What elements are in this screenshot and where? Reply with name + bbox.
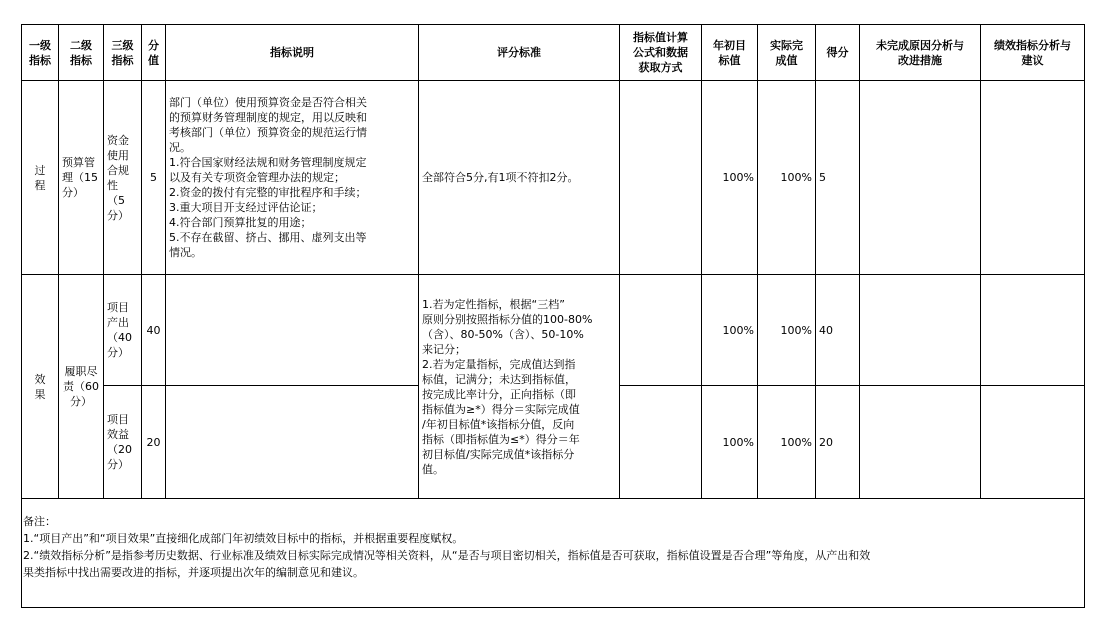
header-level3: 三级 指标 [104,25,142,81]
notes-section [21,499,1085,608]
cell-description [166,386,419,499]
header-score-value: 分 值 [142,25,166,81]
table-row [22,275,1085,386]
cell-reason [860,275,981,386]
cell-analysis [981,81,1085,275]
header-score: 得分 [816,25,860,81]
header-criteria: 评分标准 [419,25,620,81]
cell-level2: 履职尽 责（60 分） [59,275,104,499]
notes-line: 1.“项目产出”和“项目效果”直接细化成部门年初绩效目标中的指标，并根据重要程度赋权。 [23,532,464,545]
cell-score: 5 [816,81,860,275]
notes-line: 果类指标中找出需要改进的指标，并逐项提出次年的编制意见和建议。 [23,566,364,579]
cell-score: 40 [816,275,860,386]
cell-target: 100% [702,275,758,386]
cell-formula [620,386,702,499]
table-row [22,81,1085,275]
cell-actual: 100% [758,81,816,275]
cell-target: 100% [702,81,758,275]
cell-description: 部门（单位）使用预算资金是否符合相关 的预算财务管理制度的规定，用以反映和 考核部门（单位）预算资金的规范运行情 况。 1.符合国家财经法规和财务管理制度规定 以及有关专项资金管理办法的规定； 2.资金的拨付有完整的审批程序和手续； 3.重大项目开支经过评估论证； 4.符合部门预算批复的用途； 5.不存在截留、挤占、挪用、虚列支出等 情况。 [166,81,419,275]
cell-target: 100% [702,386,758,499]
cell-formula [620,81,702,275]
cell-level1: 过 程 [22,81,59,275]
cell-level1: 效 果 [22,275,59,499]
notes-title: 备注： [23,515,56,528]
cell-score: 20 [816,386,860,499]
cell-reason [860,386,981,499]
cell-criteria: 1.若为定性指标，根据“三档” 原则分别按照指标分值的100-80% （含）、80-50%（含）、50-10% 来记分； 2.若为定量指标，完成值达到指 标值，记满分；未达到指标值， 按完成比率计分，正向指标（即 指标值为≥*）得分＝实际完成值 /年初目标值*该指标分值，反向 指标（即指标值为≤*）得分＝年 初目标值/实际完成值*该指标分 值。 [419,275,620,499]
header-row [22,25,1085,81]
cell-description [166,275,419,386]
cell-score-value: 5 [142,81,166,275]
notes-line: 2.“绩效指标分析”是指参考历史数据、行业标准及绩效目标实际完成情况等相关资料，从“是否与项目密切相关，指标值是否可获取，指标值设置是否合理”等角度，从产出和效 [23,549,871,562]
cell-analysis [981,386,1085,499]
cell-actual: 100% [758,386,816,499]
cell-level2: 预算管 理（15 分） [59,81,104,275]
header-formula: 指标值计算 公式和数据 获取方式 [620,25,702,81]
cell-score-value: 40 [142,275,166,386]
cell-reason [860,81,981,275]
header-actual: 实际完 成值 [758,25,816,81]
evaluation-table [21,24,1085,499]
cell-level3: 项目 产出 （40 分） [104,275,142,386]
header-analysis: 绩效指标分析与 建议 [981,25,1085,81]
header-level1: 一级 指标 [22,25,59,81]
cell-score-value: 20 [142,386,166,499]
performance-evaluation-sheet [21,24,1084,608]
cell-analysis [981,275,1085,386]
header-description: 指标说明 [166,25,419,81]
header-reason: 未完成原因分析与 改进措施 [860,25,981,81]
cell-level3: 资金 使用 合规 性 （5 分） [104,81,142,275]
cell-criteria: 全部符合5分,有1项不符扣2分。 [419,81,620,275]
header-target: 年初目 标值 [702,25,758,81]
cell-formula [620,275,702,386]
header-level2: 二级 指标 [59,25,104,81]
cell-level3: 项目 效益 （20 分） [104,386,142,499]
cell-actual: 100% [758,275,816,386]
